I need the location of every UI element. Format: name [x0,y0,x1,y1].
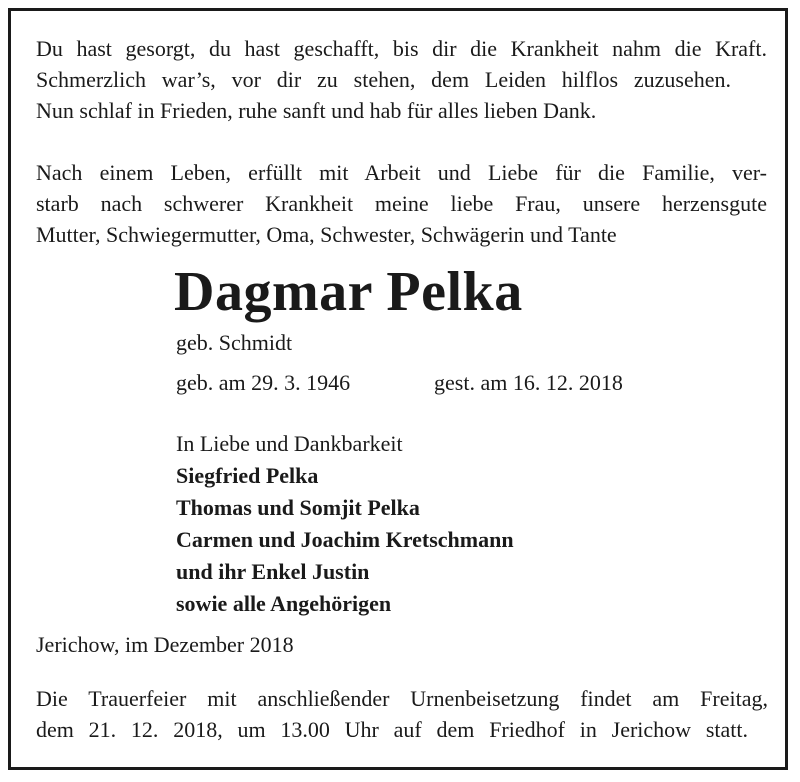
poem-line-3: Nun schlaf in Frieden, ruhe sanft und hab für alles lieben Dank. [36,98,597,123]
mourners-intro: In Liebe und Dankbarkeit [176,431,403,456]
poem-line-1: Du hast gesorgt, du hast geschafft, bis dir die Krankheit nahm die Kraft. [36,36,767,61]
death-date: gest. am 16. 12. 2018 [434,370,623,395]
mourner-name: Thomas und Somjit Pelka [176,495,420,520]
mourner-name: sowie alle Angehörigen [176,591,392,616]
intro-line-2: starb nach schwerer Krankheit meine liebe Frau, unsere herzensgute [36,191,767,216]
intro-line-1: Nach einem Leben, erfüllt mit Arbeit und Liebe für die Familie, ver- [36,160,767,185]
mourner-name: und ihr Enkel Justin [176,559,370,584]
intro-line-3: Mutter, Schwiegermutter, Oma, Schwester, Schwägerin und Tante [36,222,617,247]
poem-line-2: Schmerzlich war’s, vor dir zu stehen, dem Leiden hilflos zuzusehen. [36,67,731,92]
funeral-line-1: Die Trauerfeier mit anschließender Urnenbeisetzung findet am Freitag, [36,686,768,711]
deceased-name: Dagmar Pelka [174,261,523,323]
place-date: Jerichow, im Dezember 2018 [36,632,294,657]
birth-date: geb. am 29. 3. 1946 [176,370,351,395]
maiden-name: geb. Schmidt [176,330,293,355]
mourner-name: Carmen und Joachim Kretschmann [176,527,514,552]
funeral-line-2: dem 21. 12. 2018, um 13.00 Uhr auf dem Friedhof in Jerichow statt. [36,717,748,742]
mourner-name: Siegfried Pelka [176,463,319,488]
